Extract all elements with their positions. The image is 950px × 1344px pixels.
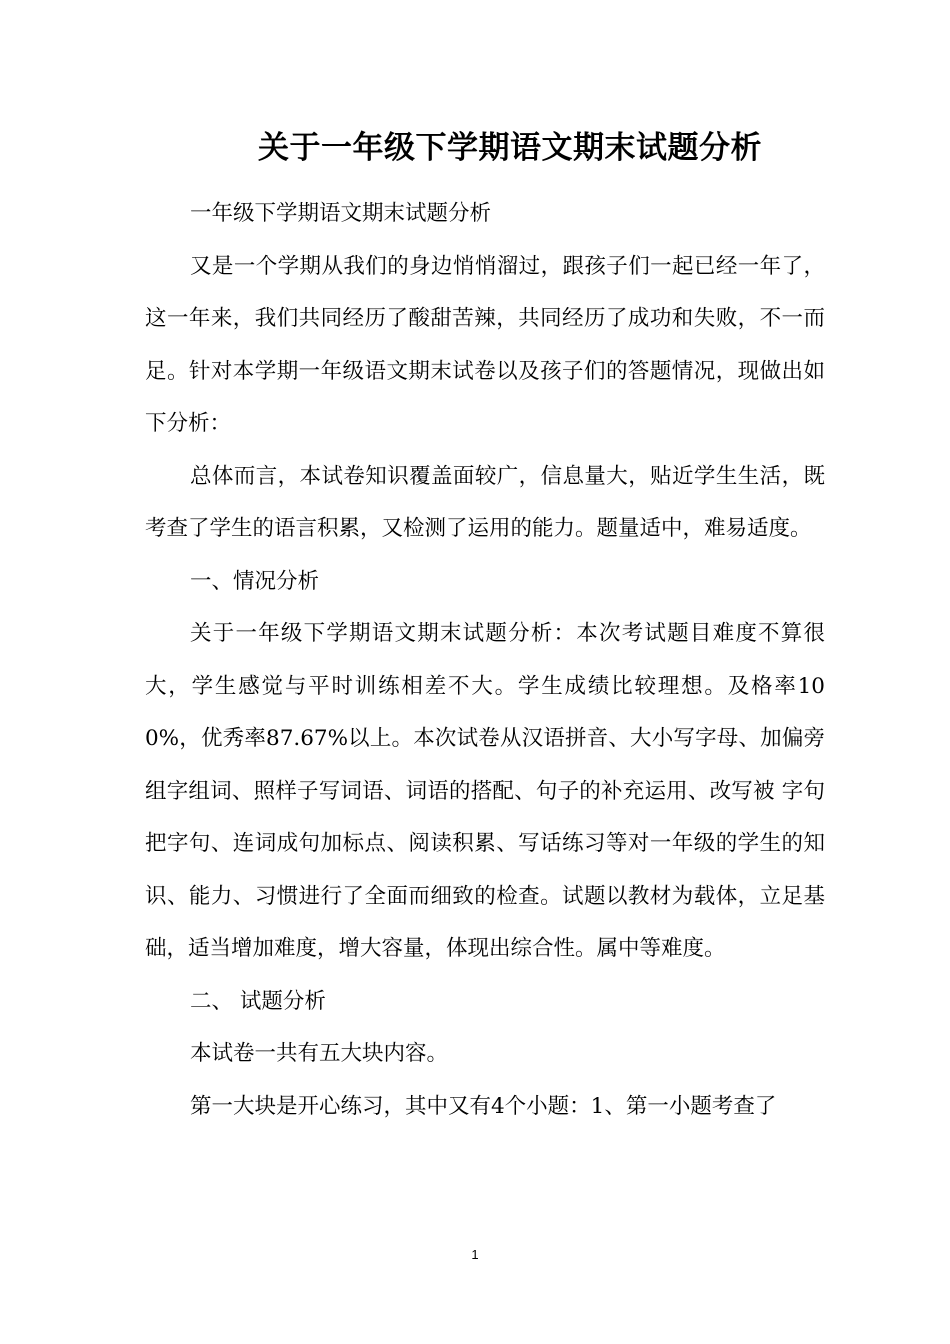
paragraph-intro: 又是一个学期从我们的身边悄悄溜过，跟孩子们一起已经一年了，这一年来，我们共同经历了酸甜苦辣，共同经历了成功和失败，不一而足。针对本学期一年级语文期末试卷以及孩子们的答题情况，现做出如下分析： bbox=[145, 253, 825, 436]
document-title: 关于一年级下学期语文期末试题分析 bbox=[258, 130, 762, 166]
document-body bbox=[145, 188, 825, 1133]
paragraph-situation: 关于一年级下学期语文期末试题分析：本次考试题目难度不算很大，学生感觉与平时训练相差不大。学生成绩比较理想。及格率100%，优秀率87.67%以上。本次试卷从汉语拼音、大小写字母、加偏旁组字组词、照样子写词语、词语的搭配、句子的补充运用、改写被 字句把字句、连词成句加标点、阅读积累、写话练习等对一年级的学生的知识、能力、习惯进行了全面而细致的检查。试题以教材为载体，立足基础，适当增加难度，增大容量，体现出综合性。属中等难度。 bbox=[145, 621, 825, 961]
section-heading-analysis: 二、 试题分析 bbox=[190, 988, 326, 1014]
paragraph-subtitle: 一年级下学期语文期末试题分析 bbox=[190, 201, 492, 226]
paragraph-structure: 本试卷一共有五大块内容。 bbox=[190, 1041, 449, 1066]
paragraph-overall: 总体而言，本试卷知识覆盖面较广，信息量大，贴近学生生活，既考查了学生的语言积累，又检测了运用的能力。题量适中，难易适度。 bbox=[145, 463, 825, 541]
page-number: 1 bbox=[471, 1247, 479, 1262]
section-heading-situation: 一、情况分析 bbox=[190, 568, 320, 594]
paragraph-part-one: 第一大块是开心练习，其中又有4个小题：1、第一小题考查了 bbox=[190, 1093, 777, 1119]
